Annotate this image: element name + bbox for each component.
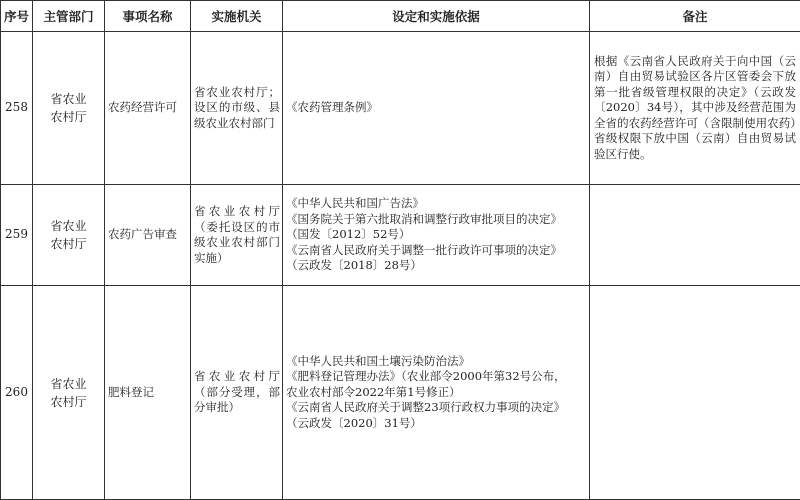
basis-line: 《中华人民共和国广告法》 xyxy=(286,196,424,211)
basis-line: 《云南省人民政府关于调整一批行政许可事项的决定》 xyxy=(286,242,562,257)
basis-line: 农业农村部令2022年第1号修正） xyxy=(286,384,461,399)
basis-line: 《肥料登记管理办法》（农业部令2000年第32号公布， xyxy=(286,369,566,384)
basis-line: （云政发〔2018〕28号） xyxy=(286,258,422,273)
row-seq: 260 xyxy=(1,286,33,500)
row-item-name: 肥料登记 xyxy=(105,286,191,500)
basis-line: 《农药管理条例》 xyxy=(286,100,378,115)
header-dept: 主管部门 xyxy=(33,1,105,32)
header-item: 事项名称 xyxy=(105,1,191,32)
basis-line: 《中华人民共和国土壤污染防治法》 xyxy=(286,353,470,368)
header-row xyxy=(1,1,800,32)
table-row xyxy=(1,185,800,286)
header-note: 备注 xyxy=(590,1,800,32)
basis-line: （国发〔2012〕52号） xyxy=(286,227,411,242)
header-seq: 序号 xyxy=(1,1,33,32)
row-note: 根据《云南省人民政府关于向中国（云南）自由贸易试验区各片区管委会下放第一批省级管理权限的决定》（云政发〔2020〕34号），其中涉及经营范围为全省的农药经营许可（含限制使用农药）省级权限下放中国（云南）自由贸易试验区行使。 xyxy=(590,32,800,185)
row-item-name: 农药广告审查 xyxy=(105,185,191,286)
header-basis: 设定和实施依据 xyxy=(283,1,590,32)
basis-line: 《云南省人民政府关于调整23项行政权力事项的决定》 xyxy=(286,400,566,415)
row-dept: 省农业农村厅 xyxy=(33,286,105,500)
row-seq: 259 xyxy=(1,185,33,286)
row-dept: 省农业农村厅 xyxy=(33,32,105,185)
row-org: 省农业农村厅（部分受理，部分审批） xyxy=(191,286,283,500)
row-note xyxy=(590,185,800,286)
row-basis xyxy=(283,286,590,500)
table-row xyxy=(1,32,800,185)
row-item-name: 农药经营许可 xyxy=(105,32,191,185)
row-org: 省农业农村厅（委托设区的市级农业农村部门实施） xyxy=(191,185,283,286)
table-row xyxy=(1,286,800,500)
row-org: 省农业农村厅；设区的市级、县级农业农村部门 xyxy=(191,32,283,185)
basis-line: 《国务院关于第六批取消和调整行政审批项目的决定》 xyxy=(286,211,562,226)
row-seq: 258 xyxy=(1,32,33,185)
row-dept: 省农业农村厅 xyxy=(33,185,105,286)
basis-line: （云政发〔2020〕31号） xyxy=(286,415,422,430)
row-basis xyxy=(283,185,590,286)
row-basis xyxy=(283,32,590,185)
header-org: 实施机关 xyxy=(191,1,283,32)
row-note xyxy=(590,286,800,500)
